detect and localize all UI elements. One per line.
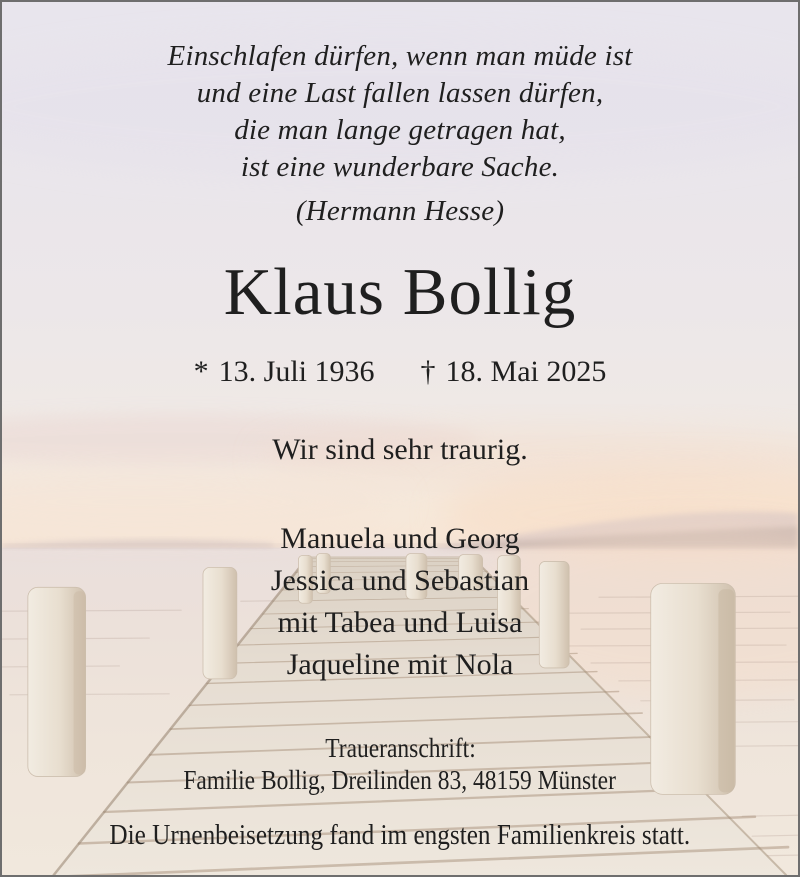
deceased-name: Klaus Bollig: [223, 255, 577, 329]
address-label-row: [2, 732, 798, 764]
mourner-line: mit Tabea und Luisa: [277, 606, 523, 639]
closing-row: [2, 818, 798, 852]
quote-line: ist eine wunderbare Sache.: [240, 151, 560, 183]
mourner-line: Jaqueline mit Nola: [286, 648, 514, 681]
address-block: [2, 732, 798, 796]
birth-date: [194, 355, 375, 388]
address-line: Familie Bollig, Dreilinden 83, 48159 Münster: [183, 765, 617, 795]
mourner-line: Jessica und Sebastian: [270, 564, 530, 597]
birth-date-text: 13. Juli 1936: [218, 355, 375, 388]
mourner-line: Manuela und Georg: [280, 522, 520, 555]
condolence-line: Wir sind sehr traurig.: [272, 433, 528, 466]
quote-line: die man lange getragen hat,: [234, 114, 566, 146]
birth-star-symbol: *: [193, 355, 209, 388]
death-date-text: 18. Mai 2025: [445, 355, 607, 388]
mourners-list: [2, 518, 798, 686]
death-date: [421, 355, 607, 388]
notice-text: [2, 2, 798, 875]
quote-line: Einschlafen dürfen, wenn man müde ist: [167, 40, 633, 72]
address-label: Traueranschrift:: [324, 733, 476, 763]
life-dates: [2, 354, 798, 390]
death-cross-symbol: †: [420, 355, 436, 388]
closing-line: Die Urnenbeisetzung fand im engsten Familienkreis statt.: [109, 819, 691, 851]
quote-block: [2, 38, 798, 230]
quote-line: und eine Last fallen lassen dürfen,: [196, 77, 604, 109]
address-row: [2, 764, 798, 796]
quote-attribution: (Hermann Hesse): [295, 195, 505, 227]
